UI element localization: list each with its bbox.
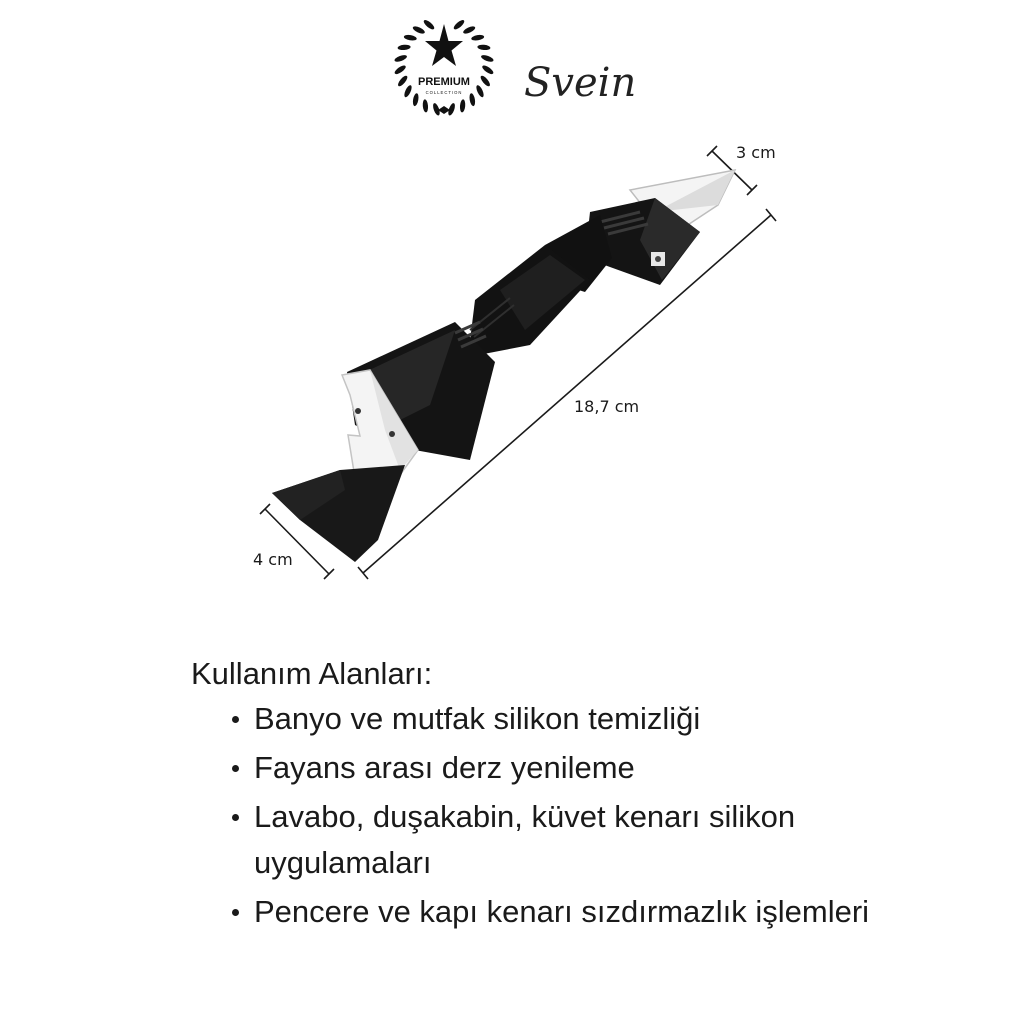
dimension-width-top: 3 cm — [736, 143, 776, 162]
list-item-text: Pencere ve kapı kenarı sızdırmazlık işlemleri — [254, 894, 870, 929]
dimension-width-bottom: 4 cm — [253, 550, 293, 569]
bullet-icon — [232, 716, 239, 723]
dimension-length: 18,7 cm — [574, 397, 640, 416]
logo-badge-title: PREMIUM — [418, 76, 470, 88]
list-item — [191, 889, 874, 935]
usage-list — [191, 696, 991, 935]
list-item-text: Banyo ve mutfak silikon temizliği — [254, 701, 701, 736]
bullet-icon — [232, 909, 239, 916]
logo-badge-subtitle: COLLECTION — [425, 90, 463, 95]
list-item — [191, 794, 814, 886]
usage-title: Kullanım Alanları: — [191, 656, 433, 691]
bullet-icon — [232, 814, 239, 821]
list-item-text: Lavabo, duşakabin, küvet kenarı silikon uygulamaları — [254, 799, 796, 880]
bullet-icon — [232, 765, 239, 772]
list-item — [191, 745, 991, 791]
logo-signature: Svein — [524, 60, 637, 106]
list-item-text: Fayans arası derz yenileme — [254, 750, 635, 785]
list-item — [191, 696, 991, 742]
caulking-tool-image — [272, 170, 735, 562]
usage-section — [191, 652, 991, 938]
